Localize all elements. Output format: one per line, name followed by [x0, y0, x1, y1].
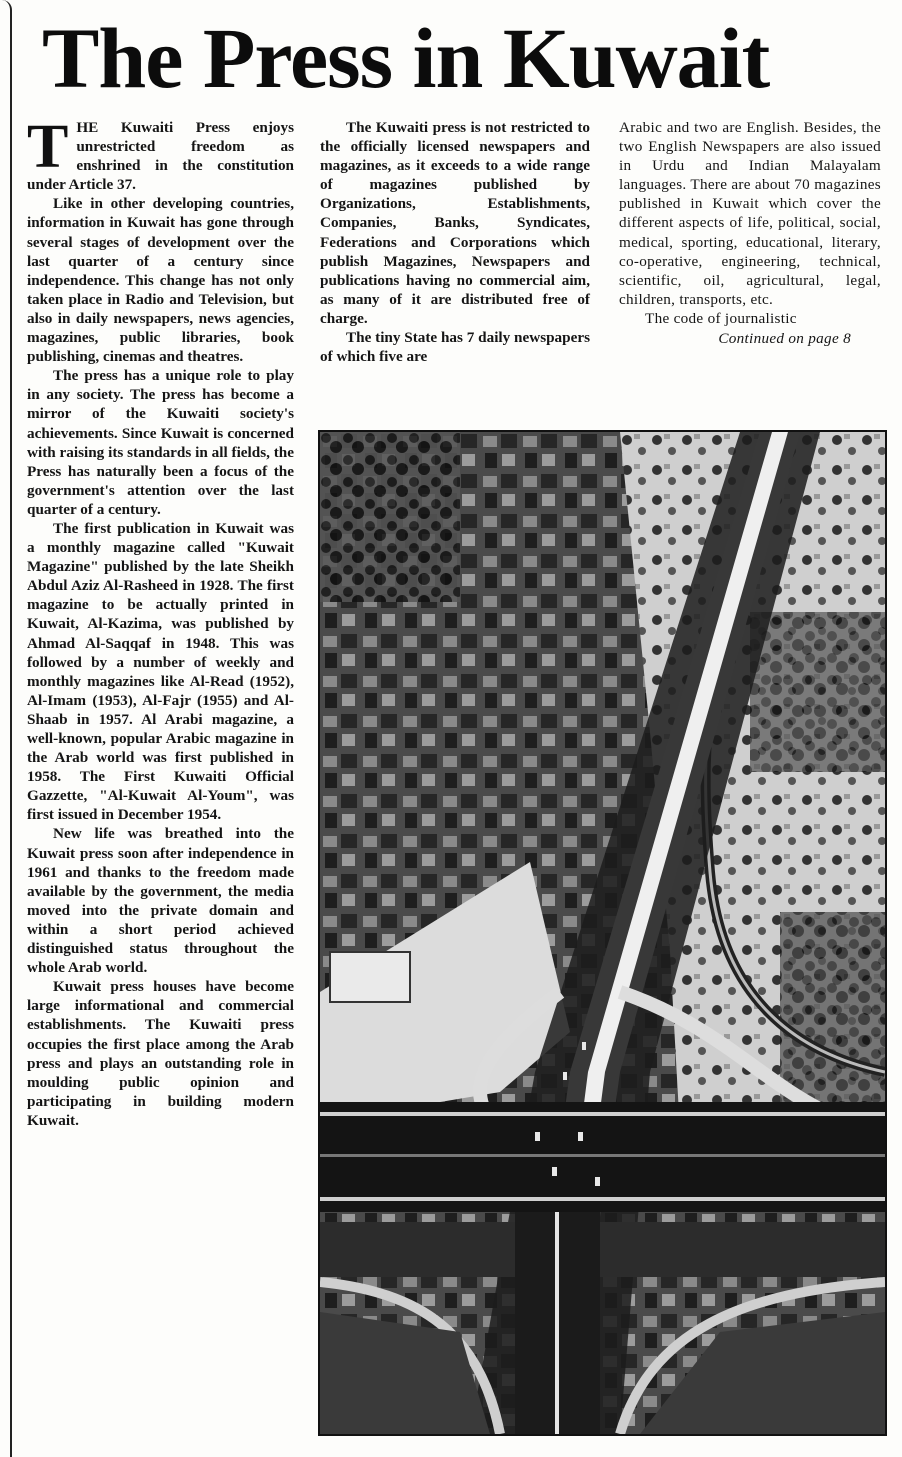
article-paragraph: Like in other developing countries, information in Kuwait has gone through several stages of development over the last quarter of a century since independence. This change has not only taken place in Radio and Television, but also in daily newspapers, news agencies, magazines, public libraries, book publishing, cinemas and theatres.: [27, 195, 294, 366]
article-column-3: [619, 118, 881, 348]
article-paragraph: The tiny State has 7 daily newspapers of which five are: [320, 329, 590, 366]
aerial-highway-photo: [318, 430, 887, 1436]
article-column-1: [27, 113, 294, 1130]
highway-interchange-image: [320, 432, 885, 1434]
headline: The Press in Kuwait: [42, 10, 770, 106]
lead-paragraph: [27, 113, 294, 194]
article-paragraph: New life was breathed into the Kuwait press soon after independence in 1961 and thanks to the freedom made available by the government, the media moved into the private domain and within a short period achieved distinguished status throughout the whole Arab world.: [27, 825, 294, 977]
page-border-rule: [0, 0, 12, 1457]
lead-text: HE Kuwaiti Press enjoys unrestricted freedom as enshrined in the constitution under Article 37.: [27, 119, 294, 194]
article-paragraph: Kuwait press houses have become large informational and commercial establishments. The Kuwaiti press occupies the first place among the Arab press and plays an outstanding role in moulding public opinion and participating in building modern Kuwait.: [27, 978, 294, 1129]
article-paragraph: Arabic and two are English. Besides, the two English Newspapers are also issued in Urdu and Indian Malayalam languages. There are about 70 magazines published in Kuwait which cover the different aspects of life, political, social, medical, sporting, educational, literary, co-operative, engineering, technical, scientific, oil, agricultural, legal, children, transports, etc.: [619, 119, 881, 308]
continued-note: Continued on page 8: [718, 330, 851, 348]
article-paragraph: The press has a unique role to play in any society. The press has become a mirror of the Kuwaiti society's achievements. Since Kuwait is concerned with raising its standards in all fields, the Press has naturally been a focus of the government's attention over the last quarter of a century.: [27, 367, 294, 518]
article-column-2: [320, 118, 590, 366]
article-paragraph: The code of journalistic: [645, 309, 797, 327]
article-paragraph: The Kuwaiti press is not restricted to the officially licensed newspapers and magazines, as it exceeds to a wide range of magazines published by Organizations, Establishments, Companies, Banks, Syndicates, Federations and Corporations which publish Magazines, Newspapers and publications having no commercial aim, as many of it are distributed free of charge.: [320, 119, 590, 327]
article-paragraph: The first publication in Kuwait was a monthly magazine called "Kuwait Magazine" published by the late Sheikh Abdul Aziz Al-Rasheed in 1928. The first magazine to be actually printed in Kuwait, Al-Kazima, was published by Ahmad Al-Saqqaf in 1948. This was followed by a number of weekly and monthly magazines like Al-Read (1952), Al-Imam (1953), Al-Fajr (1955) and Al-Shaab in 1957. Al Arabi magazine, a well-known, popular Arabic magazine in the Arab world was first published in 1958. The First Kuwaiti Official Gazzette, "Al-Kuwait Al-Youm", was first issued in December 1954.: [27, 519, 294, 824]
drop-cap: T: [27, 113, 69, 181]
